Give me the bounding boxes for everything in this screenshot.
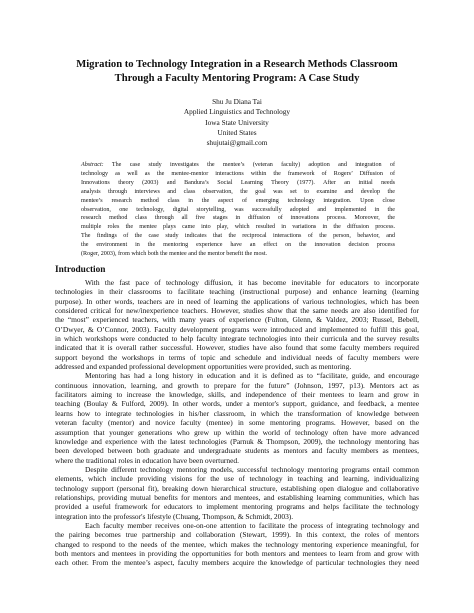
body-line: knowledge and experience with the latest technologies (Parnuk & Thompson, 2009), the technology mentoring has <box>55 436 419 446</box>
title-line-2: Through a Faculty Mentoring Program: A Case Study <box>114 73 360 84</box>
body-line: the pairing becomes true partnership and collaboration (Stewart, 1999). In this context, the roles of mentors <box>55 530 419 540</box>
body-line: teaching (Boulay & Fulford, 2009). In other words, under a mentor's support, guidance, and feedback, a mentee <box>55 399 419 409</box>
abstract-line: the environment in the mentoring experience have an effect on the innovation decision process <box>81 242 395 249</box>
body-line: With the fast pace of technology diffusion, it has become inevitable for educators to incorporate <box>85 278 419 287</box>
author-name: Shu Ju Diana Tai <box>212 97 262 106</box>
introduction-body <box>55 278 419 568</box>
body-line: the “most” experienced teachers, with many years of experience (Fulton, Glenn, & Valdez, 2003; Russel, Bebell, <box>55 315 419 325</box>
abstract-line: The findings of the case study indicates that the reciprocal interactions of the person, behavior, and <box>81 233 395 240</box>
abstract-first-text: The case study investigates the mentee’s (veteran faculty) adoption and integration of <box>111 162 395 168</box>
body-line: Each faculty member receives one-on-one attention to facilitate the process of integrating technology and <box>85 520 419 530</box>
author-block <box>120 97 354 148</box>
body-line: technologies in their classrooms to facilitate teaching (instructional purpose) and enhance learning (learning <box>55 287 419 297</box>
abstract-label: Abstract: <box>81 162 104 168</box>
body-line: assumption that younger generations who grew up within the world of technology often have more advanced <box>55 427 419 437</box>
body-line: integration into the professor's lifestyle (Chuang, Thompson, & Schmidt, 2003). <box>55 511 294 521</box>
abstract <box>81 161 395 259</box>
body-line: each other. From the mentee’s aspect, faculty members acquire the knowledge of particular technologies they need <box>55 558 419 568</box>
title-line-1: Migration to Technology Integration in a Research Methods Classroom <box>76 59 398 70</box>
abstract-line: multiple roles the mentee plays came into play, which resulted in variations in the diffusion process. <box>81 224 395 231</box>
body-line: both mentors and mentees in providing the opportunities for both mentors and mentees to learn from and grow with <box>55 548 419 558</box>
body-line: continuous innovation, learning, and growth to prepare for the future” (Johnson, 1997, p13). Mentors act as <box>55 380 419 390</box>
body-line: been developed between both graduate and undergraduate students as mentors and faculty members as mentees, <box>55 446 419 456</box>
body-line: support beyond the workshops in terms of topic and schedule and individual needs of faculty members were <box>55 352 419 362</box>
author-university: Iowa State University <box>205 117 269 127</box>
author-country: United States <box>217 127 257 137</box>
body-line: provided a useful framework for educators to implement mentoring programs and helps facilitate the technology <box>55 502 419 512</box>
body-line: Mentoring has had a long history in education and it is defined as to “facilitate, guide, and encourage <box>85 371 419 381</box>
body-line: O’Dwyer, & O’Connor, 2003). Faculty development programs were introduced and implemented to fulfill this goal, <box>55 324 419 334</box>
body-line: elements, which include providing visions for the use of technology in teaching and learning, individualizing <box>55 474 419 484</box>
body-line: changed to respond to the needs of the mentee, which makes the technology mentoring experience meaningful, for <box>55 539 419 549</box>
body-line: where the traditional roles in education have been overturned. <box>55 455 240 465</box>
body-line: relationships, providing mutual benefits for mentors and mentees, and establishing learning communities, which has <box>55 492 419 502</box>
abstract-line: observation, one technology, digital storytelling, was successfully adopted and implemented in the <box>81 206 395 213</box>
body-line: considered critical for new/inexperience teachers. However, studies show that the same needs are also identified for <box>55 306 419 316</box>
abstract-line: mentee’s research method class in the aspect of emerging technology integration. Upon close <box>81 197 395 204</box>
body-line: in which workshops were conducted to help faculty integrate technologies into their curricula and the survey results <box>55 334 419 344</box>
body-line: addressed and expanded professional development opportunities were provided, such as mentoring. <box>55 362 352 372</box>
abstract-line: Innovations theory (2003) and Bandura’s Social Learning Theory (1977). After an initial needs <box>81 179 395 186</box>
body-line: facilitators aiming to increase the knowledge, skills, and independence of their mentees to learn and grow in <box>55 390 419 400</box>
abstract-line-first <box>81 161 395 170</box>
abstract-line: (Roger, 2003), from which both the mentee and the mentor benefit the most. <box>81 251 268 258</box>
body-line: veteran faculty (mentor) and novice faculty (mentee) in some mentoring programs. However, based on the <box>55 418 419 428</box>
author-department: Applied Linguistics and Technology <box>183 107 291 117</box>
body-line: technology support (personal fit), breaking down hierarchical structure, establishing open dialogue and collaborative <box>55 483 419 493</box>
abstract-line: technology as well as the mentee-mentor interactions within the framework of Rogers’ Diffusion of <box>81 170 395 177</box>
body-line: Despite different technology mentoring models, successful technology mentoring programs entail common <box>85 464 419 474</box>
body-line: learns how to integrate technologies in his/her classroom, in which the transformation of knowledge between <box>55 408 419 418</box>
abstract-line: research method class through all five stages in diffusion of innovations process. Moreover, the <box>81 215 395 222</box>
author-email: shujutai@gmail.com <box>206 138 268 148</box>
body-line: indicated that it is overall rather successful. However, studies have also found that some faculty members required <box>55 343 419 353</box>
introduction-heading: Introduction <box>55 265 106 275</box>
abstract-line: analysis through interviews and class observation, the goal was set to examine and develop the <box>81 188 395 195</box>
body-line: purpose). In other words, teachers are in need of learning the applications of various technologies, which has been <box>55 296 419 306</box>
paper-title <box>40 58 434 86</box>
